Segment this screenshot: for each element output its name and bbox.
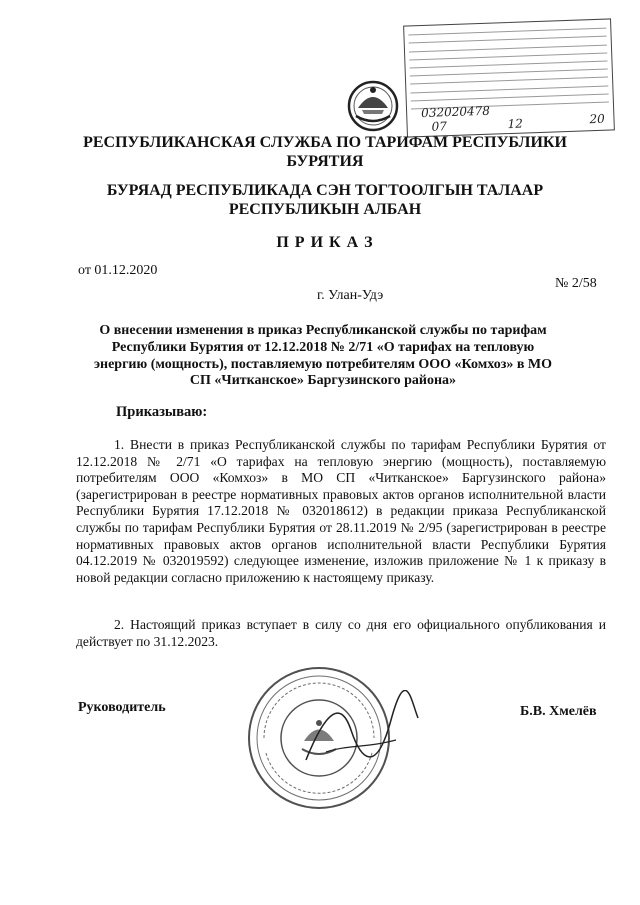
signature-name: Б.В. Хмелёв [520,704,597,719]
agency-title-bua: БУРЯАД РЕСПУБЛИКАДА СЭН ТОГТООЛГЫН ТАЛААР РЕСПУБЛИКЫН АЛБАН [106,182,544,218]
signature-role: Руководитель [78,700,166,715]
coat-of-arms-emblem [346,78,400,134]
handwritten-signature [296,690,426,780]
registration-month: 12 [507,116,524,131]
registration-stamp [403,18,615,137]
order-number: № 2/58 [555,276,597,291]
paragraph-2-text: 2. Настоящий приказ вступает в силу со дня его официального опубликования и действует по 31.12.2023. [76,617,606,649]
paragraph-2 [76,617,606,650]
order-date: от 01.12.2020 [78,263,158,278]
order-subject: О внесении изменения в приказ Республиканской службы по тарифам Республики Бурятия от 12.12.2018 № 2/71 «О тарифах на тепловую энергию (мощность), поставляемую потребителям ООО «Комхоз» в МО СП «Читканское» Баргузинского района» [93,323,553,389]
order-city: г. Улан-Удэ [317,288,384,303]
directive: Приказываю: [116,404,208,420]
document-type: П Р И К А З [276,234,374,251]
paragraph-1 [76,437,606,586]
registration-year: 20 [589,111,605,127]
agency-title-ru: РЕСПУБЛИКАНСКАЯ СЛУЖБА ПО ТАРИФАМ РЕСПУБЛИКИ БУРЯТИЯ [83,134,567,170]
paragraph-1-text: 1. Внести в приказ Республиканской службы по тарифам Республики Бурятия от 12.12.2018 № 2/71 «О тарифах на тепловую энергию (мощность), поставляемую потребителям ООО «Комхоз» в МО СП «Читканское» Баргузинского района» (зарегистрирован в реестре нормативных правовых актов органов исполнительной власти Республики Бурятия 17.12.2018 № 032018612) в редакции приказа Республиканской службы по тарифам Республики Бурятия от 28.11.2019 № 2/95 (зарегистрирован в реестре нормативных правовых актов органов исполнительной власти Республики Бурятия 04.12.2019 № 032019592) следующее изменение, изложив приложение № 1 к приказу в новой редакции согласно приложению к настоящему приказу. [76,437,606,585]
registration-day: 07 [431,119,448,134]
registration-number: 032020478 [420,103,491,120]
